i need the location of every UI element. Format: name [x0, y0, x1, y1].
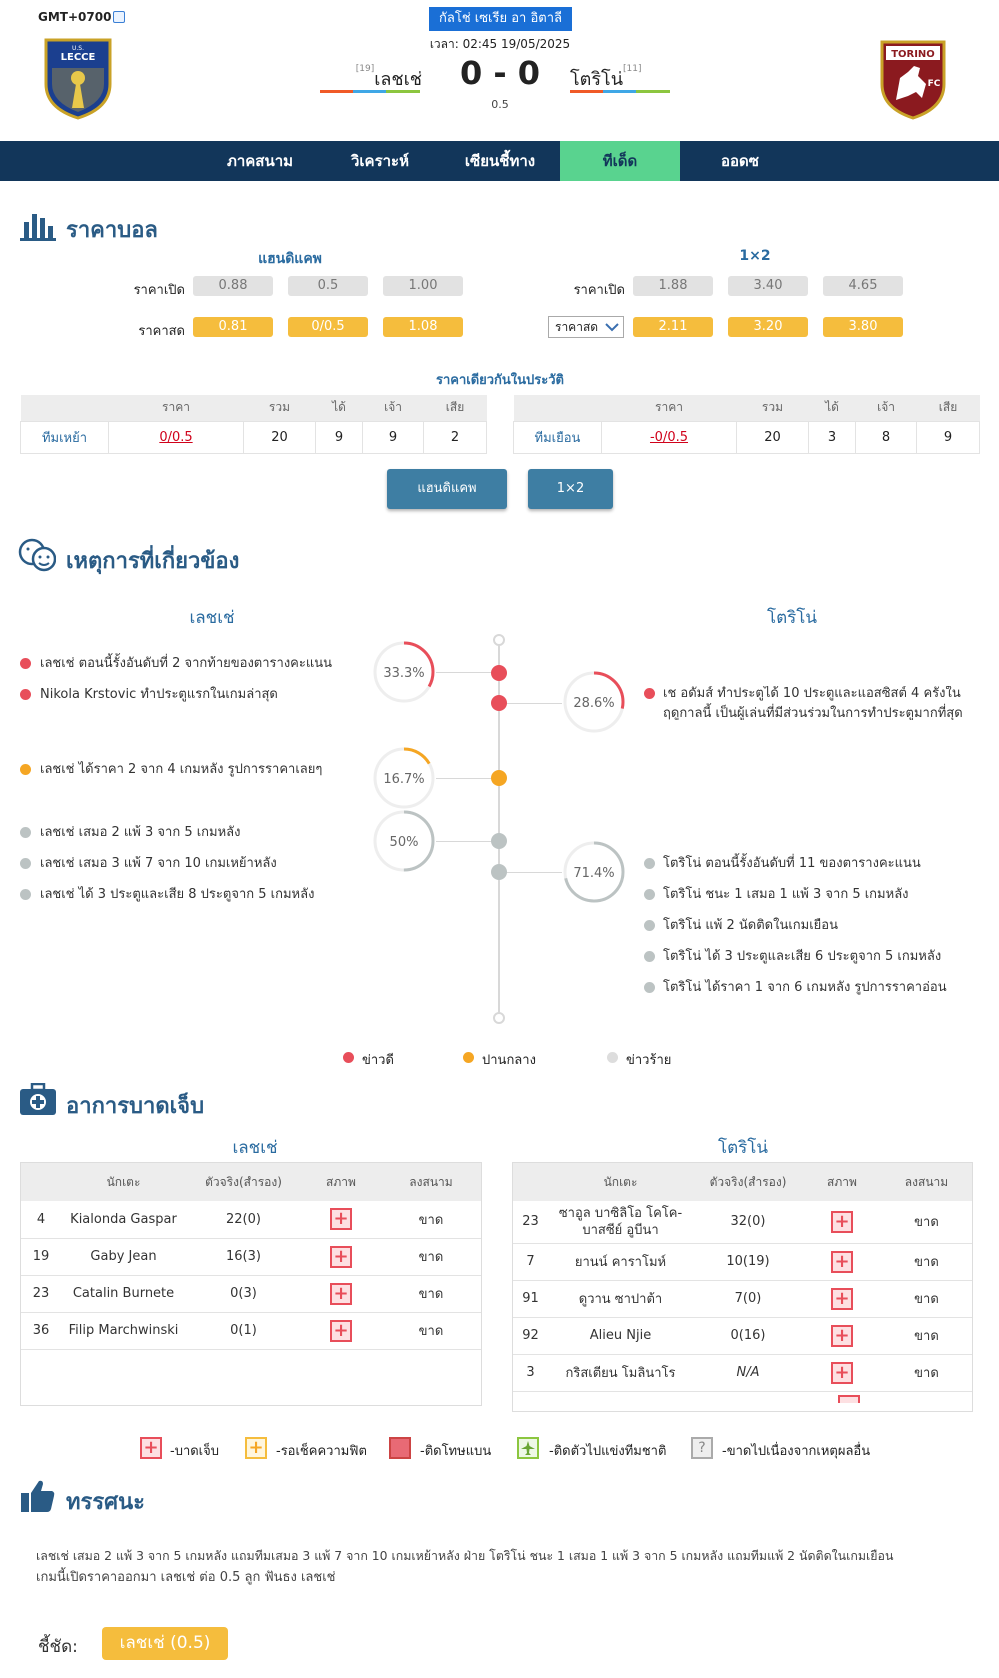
player-status: ขาด [881, 1317, 972, 1354]
player-apps: 7(0) [693, 1280, 803, 1317]
home-name-text: เลชเช่ [374, 69, 422, 90]
player-no: 36 [21, 1312, 61, 1349]
opinion-section-title: ทรรศนะ [66, 1490, 145, 1515]
table-row [513, 1354, 972, 1391]
medical-kit-icon [20, 1083, 56, 1115]
home-team-name[interactable] [320, 64, 422, 93]
table-row [21, 1238, 481, 1275]
handicap-title: แฮนดิแคพ [258, 251, 322, 267]
injured-plus-icon: + [330, 1283, 352, 1305]
away-team-logo[interactable] [878, 38, 948, 120]
table-row [513, 1280, 972, 1317]
home-good-ring [372, 640, 436, 704]
event-item: เลชเช่ ได้ราคา 2 จาก 4 เกมหลัง รูปการราคาเลยๆ [40, 762, 323, 777]
player-status: ขาด [881, 1354, 972, 1391]
injured-plus-icon: + [831, 1251, 853, 1273]
player-no: 23 [21, 1275, 61, 1312]
draw-cell: 9 [363, 421, 424, 453]
col-lose: เสีย [424, 395, 487, 421]
col-win: ได้ [315, 395, 362, 421]
player-name[interactable]: Alieu Njie [548, 1317, 693, 1354]
x12-button[interactable]: 1×2 [528, 469, 613, 509]
win-cell: 9 [315, 421, 362, 453]
league-badge[interactable]: กัลโช่ เซเรีย อา อิตาลี [429, 7, 572, 31]
chevron-down-icon [605, 322, 619, 332]
legend-suspended: -ติดโทษแบน [420, 1444, 492, 1459]
table-row [21, 1312, 481, 1349]
history-title: ราคาเดียวกันในประวัติ [435, 373, 565, 388]
event-dot-good [644, 688, 655, 699]
hcap-open-home: 0.88 [193, 276, 273, 296]
player-no: 7 [513, 1243, 548, 1280]
col-apps: ตัวจริง(สำรอง) [186, 1163, 301, 1201]
match-time: เวลา: 02:45 19/05/2025 [429, 37, 571, 51]
home-logo-text: U.S. [71, 45, 85, 52]
away-bad-pct: 71.4% [573, 866, 615, 881]
timeline-end [493, 1012, 505, 1024]
total-cell: 20 [737, 421, 809, 453]
legend-good: ข่าวดี [362, 1053, 394, 1068]
event-dot-bad [644, 951, 655, 962]
x12-live-draw: 3.20 [728, 317, 808, 337]
col-status: สภาพ [803, 1163, 881, 1201]
player-apps: 22(0) [186, 1201, 301, 1238]
clock-icon[interactable] [113, 11, 125, 23]
timezone-text: GMT+0700 [38, 10, 112, 24]
opinion-text [36, 1545, 986, 1589]
col-play: ลงสนาม [381, 1163, 481, 1201]
player-status: ขาด [881, 1280, 972, 1317]
player-no: 23 [513, 1201, 548, 1243]
pick-label: ชี้ชัด: [38, 1637, 78, 1657]
event-item: โตริโน่ ได้ราคา 1 จาก 6 เกมหลัง รูปการราคาอ่อน [663, 980, 947, 995]
away-team-bar [570, 90, 670, 93]
table-row [21, 1201, 481, 1238]
airplane-icon [517, 1437, 539, 1459]
win-cell: 3 [808, 421, 855, 453]
timeline-dot-mid [491, 770, 507, 786]
injured-legend-icon: + [140, 1437, 162, 1459]
x12-open-home: 1.88 [633, 276, 713, 296]
odds-type-select[interactable] [548, 316, 624, 338]
injured-plus-icon: + [330, 1208, 352, 1230]
injured-plus-icon: + [330, 1246, 352, 1268]
player-no: 92 [513, 1317, 548, 1354]
player-apps: 32(0) [693, 1201, 803, 1243]
connector [506, 703, 562, 704]
player-status: ขาด [381, 1312, 481, 1349]
away-injury-table [512, 1162, 973, 1412]
legend-bad: ข่าวร้าย [626, 1053, 672, 1068]
injured-plus-icon-partial [838, 1395, 860, 1403]
table-row [21, 421, 487, 453]
player-name[interactable] [548, 1201, 693, 1243]
player-name-line: ซาอูล บาซิลิโอ โคโค- [558, 1205, 683, 1221]
away-good-pct: 28.6% [573, 696, 615, 711]
injuries-section-title: อาการบาดเจ็บ [66, 1094, 205, 1119]
question-icon: ? [691, 1437, 713, 1459]
event-item: โตริโน่ แพ้ 2 นัดติดในเกมเยือน [663, 918, 838, 933]
legend-injured: -บาดเจ็บ [170, 1444, 219, 1459]
event-item: เลชเช่ ตอนนี้รั้งอันดับที่ 2 จากท้ายของตารางคะแนน [40, 656, 332, 671]
event-line: ฤดูกาลนี้ เป็นผู้เล่นที่มีส่วนร่วมในการทำประตูมากที่สุด [663, 706, 963, 720]
timeline-dot-bad [491, 833, 507, 849]
svg-text:FC: FC [927, 79, 941, 89]
away-logo-text: TORINO [891, 49, 935, 60]
tab-field[interactable]: ภาคสนาม [226, 152, 294, 170]
lose-cell: 2 [424, 421, 487, 453]
event-item: โตริโน่ ได้ 3 ประตูและเสีย 6 ประตูจาก 5 เกมหลัง [663, 949, 942, 964]
player-apps: 0(1) [186, 1312, 301, 1349]
timeline-dot-bad [491, 864, 507, 880]
event-line: เช อดัมส์ ทำประตูได้ 10 ประตูและแอสซิสต์ 4 ครั้งใน [663, 686, 961, 701]
event-item [663, 686, 983, 720]
col-player: นักเตะ [548, 1163, 693, 1201]
price-link[interactable]: 0/0.5 [109, 421, 244, 453]
col-play: ลงสนาม [881, 1163, 972, 1201]
col-status: สภาพ [301, 1163, 381, 1201]
col-total: รวม [737, 395, 809, 421]
col-price: ราคา [602, 395, 737, 421]
event-dot-good [20, 689, 31, 700]
tab-expert[interactable]: เซียนชี้ทาง [464, 152, 536, 170]
home-mid-pct: 16.7% [383, 772, 425, 787]
hcap-live-label: ราคาสด [138, 324, 185, 339]
home-logo-city: LECCE [60, 52, 96, 63]
player-no: 4 [21, 1201, 61, 1238]
faces-icon [18, 538, 56, 572]
handicap-button[interactable]: แฮนดิแคพ [387, 469, 507, 509]
player-apps: N/A [693, 1354, 803, 1391]
injured-plus-icon: + [831, 1325, 853, 1347]
legend-fitness: -รอเช็คความฟิต [276, 1444, 367, 1459]
player-apps: 0(3) [186, 1275, 301, 1312]
x12-open-away: 4.65 [823, 276, 903, 296]
injured-plus-icon: + [831, 1288, 853, 1310]
player-no: 3 [513, 1354, 548, 1391]
x12-live-away: 3.80 [823, 317, 903, 337]
home-team-bar [320, 90, 420, 93]
player-name-line: บาสซีย์ อูบีนา [582, 1222, 659, 1238]
injured-plus-icon: + [831, 1362, 853, 1384]
pick-badge: เลชเช่ (0.5) [102, 1627, 228, 1660]
x12-open-draw: 3.40 [728, 276, 808, 296]
col-total: รวม [244, 395, 316, 421]
hcap-open-line: 0.5 [288, 276, 368, 296]
timezone-label[interactable] [38, 10, 125, 24]
opinion-line: เลชเช่ เสมอ 2 แพ้ 3 จาก 5 เกมหลัง แถมทีมเสมอ 3 แพ้ 7 จาก 10 เกมเหย้าหลัง ฝ่าย โตริโน่ ชนะ 1 เสมอ 1 แพ้ 3 จาก 5 เกมหลัง แถมทีมแพ้ 2 นัดติดในเกมเยือน [36, 1548, 894, 1563]
away-bad-ring [562, 840, 626, 904]
bar-chart-icon [20, 210, 56, 242]
tab-odds[interactable]: ออดซ [721, 152, 759, 170]
tab-tips[interactable]: ทีเด็ด [560, 141, 680, 181]
home-bad-pct: 50% [389, 835, 419, 850]
col-price: ราคา [109, 395, 244, 421]
timeline-start [493, 634, 505, 646]
odds-select-value: ราคาสด [555, 320, 599, 334]
home-good-pct: 33.3% [383, 666, 425, 681]
tab-analysis[interactable]: วิเคราะห์ [350, 152, 409, 170]
player-name[interactable]: ยานน์ คาราโมห์ [548, 1243, 693, 1280]
team-cell: ทีมเหย้า [21, 421, 109, 453]
timeline-dot-good [491, 695, 507, 711]
event-item: เลชเช่ เสมอ 3 แพ้ 7 จาก 10 เกมเหย้าหลัง [40, 856, 277, 871]
table-row [514, 421, 980, 453]
player-name[interactable]: Gaby Jean [61, 1238, 186, 1275]
player-name[interactable]: Catalin Burnete [61, 1275, 186, 1312]
opinion-line: เกมนี้เปิดราคาออกมา เลชเช่ ต่อ 0.5 ลูก ฟันธง เลชเช่ [36, 1570, 336, 1585]
table-row [21, 1275, 481, 1312]
legend-national: -ติดตัวไปแข่งทีมชาติ [549, 1444, 667, 1459]
team-cell: ทีมเยือน [514, 421, 602, 453]
fitness-check-icon: + [245, 1437, 267, 1459]
player-no: 19 [21, 1238, 61, 1275]
events-away-team: โตริโน่ [766, 608, 818, 628]
home-injury-table [20, 1162, 482, 1406]
player-status: ขาด [381, 1275, 481, 1312]
event-dot-bad [20, 827, 31, 838]
odds-section-title: ราคาบอล [66, 218, 158, 243]
away-name-text: โตริโน่ [570, 69, 623, 90]
home-team-logo[interactable] [42, 38, 114, 120]
col-player: นักเตะ [61, 1163, 186, 1201]
table-row [513, 1317, 972, 1354]
event-dot-bad [644, 889, 655, 900]
events-section-title: เหตุการที่เกี่ยวข้อง [66, 549, 240, 574]
injured-plus-icon: + [831, 1211, 853, 1233]
event-dot-bad [644, 982, 655, 993]
event-dot-bad [644, 858, 655, 869]
connector [436, 778, 492, 779]
col-apps: ตัวจริง(สำรอง) [693, 1163, 803, 1201]
event-item: เลชเช่ เสมอ 2 แพ้ 3 จาก 5 เกมหลัง [40, 825, 241, 840]
handicap-value: 0.5 [491, 98, 509, 111]
event-dot-bad [644, 920, 655, 931]
injured-plus-icon: + [330, 1320, 352, 1342]
player-name[interactable]: Filip Marchwinski [61, 1312, 186, 1349]
x12-open-label: ราคาเปิด [573, 283, 625, 298]
connector [436, 672, 492, 673]
thumbs-up-icon [20, 1478, 56, 1514]
hcap-open-label: ราคาเปิด [133, 283, 185, 298]
legend-bad-dot [607, 1052, 618, 1063]
hcap-open-away: 1.00 [383, 276, 463, 296]
events-home-team: เลชเช่ [189, 608, 235, 628]
away-good-ring [562, 670, 626, 734]
main-nav [0, 141, 999, 181]
hcap-live-away: 1.08 [383, 317, 463, 337]
draw-cell: 8 [856, 421, 917, 453]
player-apps: 10(19) [693, 1243, 803, 1280]
home-mid-ring [372, 746, 436, 810]
hcap-live-line: 0/0.5 [288, 317, 368, 337]
table-row [513, 1243, 972, 1280]
col-draw: เจ้า [363, 395, 424, 421]
legend-good-dot [343, 1052, 354, 1063]
history-table-home [20, 395, 487, 454]
table-row [513, 1201, 972, 1243]
event-item: Nikola Krstovic ทำประตูแรกในเกมล่าสุด [40, 687, 278, 702]
home-bad-ring [372, 809, 436, 873]
injuries-away-team: โตริโน่ [717, 1138, 769, 1158]
home-rank: [19] [355, 64, 375, 74]
match-score: 0 - 0 [459, 54, 541, 92]
away-team-name[interactable] [570, 64, 670, 93]
player-status: ขาด [881, 1243, 972, 1280]
legend-other: -ขาดไปเนื่องจากเหตุผลอื่น [722, 1444, 871, 1459]
event-dot-mid [20, 764, 31, 775]
event-dot-good [20, 658, 31, 669]
history-table-away [513, 395, 980, 454]
player-apps: 0(16) [693, 1317, 803, 1354]
x12-title: 1×2 [739, 248, 771, 264]
event-dot-bad [20, 889, 31, 900]
event-dot-bad [20, 858, 31, 869]
player-no: 91 [513, 1280, 548, 1317]
col-draw: เจ้า [856, 395, 917, 421]
legend-mid-dot [463, 1052, 474, 1063]
away-rank: [11] [623, 64, 642, 74]
player-status: ขาด [381, 1238, 481, 1275]
total-cell: 20 [244, 421, 316, 453]
suspended-icon [389, 1437, 411, 1459]
timeline-dot-good [491, 665, 507, 681]
player-name[interactable]: ดูวาน ซาปาต้า [548, 1280, 693, 1317]
connector [436, 841, 492, 842]
player-name[interactable]: กริสเตียน โมลินาโร [548, 1354, 693, 1391]
col-lose: เสีย [917, 395, 980, 421]
event-item: โตริโน่ ตอนนี้รั้งอันดับที่ 11 ของตารางคะแนน [663, 856, 921, 871]
injuries-home-team: เลชเช่ [232, 1138, 278, 1158]
player-name[interactable]: Kialonda Gaspar [61, 1201, 186, 1238]
lose-cell: 9 [917, 421, 980, 453]
price-link[interactable]: -0/0.5 [602, 421, 737, 453]
connector [506, 872, 562, 873]
legend-mid: ปานกลาง [482, 1053, 536, 1068]
player-apps: 16(3) [186, 1238, 301, 1275]
x12-live-home: 2.11 [633, 317, 713, 337]
player-status: ขาด [381, 1201, 481, 1238]
hcap-live-home: 0.81 [193, 317, 273, 337]
col-win: ได้ [808, 395, 855, 421]
event-item: โตริโน่ ชนะ 1 เสมอ 1 แพ้ 3 จาก 5 เกมหลัง [663, 887, 909, 902]
event-item: เลชเช่ ได้ 3 ประตูและเสีย 8 ประตูจาก 5 เกมหลัง [40, 887, 315, 902]
player-status: ขาด [881, 1201, 972, 1243]
